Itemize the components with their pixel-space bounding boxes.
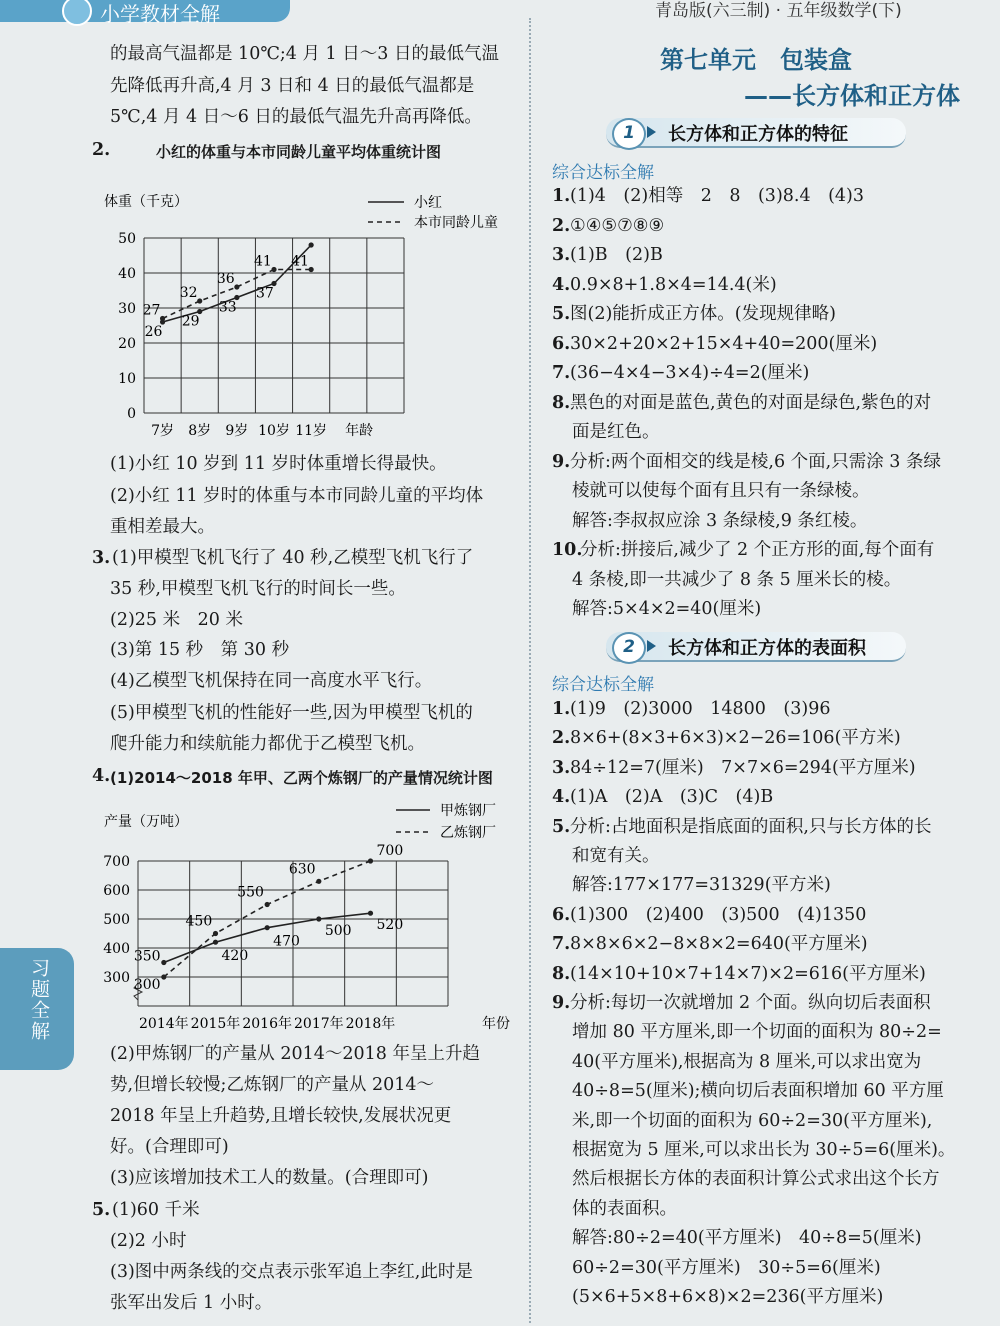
x-axis-label: 年龄 [345,423,374,439]
answer-text: 分析:占地面积是指底面的面积,只与长方体的长 [570,816,932,837]
q4-line: (3)应该增加技术工人的数量。(合理即可) [110,1168,429,1188]
data-label: 32 [179,285,198,301]
data-label: 41 [291,253,309,270]
data-label: 470 [273,933,300,950]
unit-title: 第七单元 包装盒 [660,46,852,74]
data-label: 520 [376,917,404,934]
arrow-icon [647,126,656,138]
data-point [316,879,321,884]
y-tick-label: 30 [118,301,136,317]
data-label: 450 [185,913,213,930]
x-tick-label: 8岁 [188,423,212,439]
section-number: 1 [612,118,646,150]
column-divider [529,18,531,1323]
data-point [197,298,202,303]
y-tick-label: 600 [103,883,130,899]
data-point [161,960,166,965]
y-tick-label: 500 [103,912,130,928]
answer-text: 米,即一个切面的面积为 60÷2=30(平方厘米), [572,1110,933,1131]
answer-number: 5. [552,304,571,324]
y-tick-label: 10 [118,371,136,387]
answer-number: 2. [552,728,571,749]
answer-text: (1)A (2)A (3)C (4)B [570,787,774,808]
section-title: 长方体和正方体的表面积 [668,638,866,659]
x-tick-label: 2017年 [294,1016,344,1032]
section-title: 长方体和正方体的特征 [668,124,848,145]
data-label: 26 [144,324,163,340]
answer-text: (1)300 (2)400 (3)500 (4)1350 [570,904,867,925]
answer-text: (1)9 (2)3000 14800 (3)96 [570,699,831,719]
data-point [265,902,270,907]
answer-number: 6. [552,904,571,925]
answer-text: 黑色的对面是蓝色,黄色的对面是绿色,紫色的对 [570,392,932,413]
x-tick-label: 10岁 [258,423,290,439]
answer-number: 2. [552,215,571,236]
answer-text: 30×2+20×2+15×4+40=200(厘米) [570,333,878,354]
data-label: 500 [324,923,352,939]
side-tab-label: 习题全解 [28,958,50,1042]
intro-line: 先降低再升高,4 月 3 日和 4 日的最低气温都是 [110,76,475,96]
q4-line: 势,但增长较慢;乙炼钢厂的产量从 2014～ [110,1075,435,1095]
section-number: 2 [612,632,646,664]
answer-text: 解答:80÷2=40(平方厘米) 40÷8=5(厘米) [572,1228,922,1249]
y-tick-label: 50 [118,231,136,247]
answer-number: 1. [552,186,571,206]
data-label: 420 [221,948,249,965]
x-axis-label: 年份 [482,1016,510,1032]
x-tick-label: 9岁 [225,423,249,439]
data-label: 36 [216,271,235,287]
q5-line: (3)图中两条线的交点表示张军追上李红,此时是 [110,1262,473,1282]
series-line [163,245,312,322]
q3-line: (1)甲模型飞机飞行了 40 秒,乙模型飞机飞行了 [112,548,474,568]
answer-number: 4. [552,787,571,808]
q5-line: (2)2 小时 [110,1231,187,1251]
q4-chart-title: (1)2014～2018 年甲、乙两个炼钢厂的产量情况统计图 [110,769,493,787]
q3-line: 爬升能力和续航能力都优于乙模型飞机。 [110,734,425,754]
answer-text: 分析:拼接后,减少了 2 个正方形的面,每个面有 [580,540,935,560]
x-tick-label: 2014年 [139,1016,189,1032]
answer-text: 8×6+(8×3+6×3)×2−26=106(平方米) [570,728,901,749]
answer-number: 10. [552,540,583,560]
q5-number: 5. [92,1200,111,1220]
legend-label: 甲炼钢厂 [440,803,496,819]
q3-line: 35 秒,甲模型飞机飞行的时间长一些。 [110,579,406,599]
q2-number: 2. [92,140,111,160]
answer-text: 和宽有关。 [572,846,660,866]
q3-line: (4)乙模型飞机保持在同一高度水平飞行。 [110,671,433,691]
answer-text: ①④⑤⑦⑧⑨ [570,215,665,236]
answer-text: 4 条棱,即一共减少了 8 条 5 厘米长的棱。 [572,569,902,590]
q5-line: (1)60 千米 [112,1200,200,1220]
data-point [309,267,314,272]
y-axis-label: 产量（万吨） [104,814,188,830]
answer-text: 解答:李叔叔应涂 3 条绿棱,9 条红棱。 [572,510,868,531]
q3-number: 3. [92,548,111,568]
q3-line: (2)25 米 20 米 [110,610,243,630]
y-tick-label: 40 [118,266,136,282]
answer-text: 60÷2=30(平方厘米) 30÷5=6(厘米) [572,1257,881,1278]
data-label: 700 [376,843,404,859]
answer-text: 增加 80 平方厘米,即一个切面的面积为 80÷2= [572,1022,942,1043]
y-tick-label: 20 [118,336,136,352]
data-label: 350 [133,948,161,965]
answer-text: 8×8×6×2−8×8×2=640(平方厘米) [570,934,868,955]
data-label: 37 [256,285,274,302]
data-point [160,316,165,321]
answer-number: 4. [552,274,571,295]
answer-text: 面是红色。 [572,422,660,442]
intro-line: 5℃,4 月 4 日～6 日的最低气温先升高再降低。 [110,107,482,127]
data-point [213,931,218,936]
data-point [368,911,373,916]
q2-answer: 重相差最大。 [110,517,215,537]
answer-text: 解答:177×177=31329(平方米) [572,875,831,896]
answer-text: 0.9×8+1.8×4=14.4(米) [570,274,777,295]
answer-number: 6. [552,333,571,354]
weight-chart [96,180,526,450]
answer-number: 3. [552,757,571,778]
answer-number: 9. [552,451,571,472]
answer-number: 9. [552,993,571,1013]
answer-text: 然后根据长方体的表面积计算公式求出这个长方 [572,1169,940,1190]
answer-number: 3. [552,245,571,265]
y-tick-label: 700 [103,854,130,870]
data-point [316,916,321,921]
answer-text: 40÷8=5(厘米);横向切后表面积增加 60 平方厘 [572,1081,944,1102]
data-label: 27 [142,302,161,319]
x-tick-label: 2015年 [190,1016,241,1032]
answer-text: (14×10+10×7+14×7)×2=616(平方厘米) [570,963,926,984]
data-label: 33 [218,299,237,316]
answer-text: 棱就可以使每个面有且只有一条绿棱。 [572,481,870,501]
q2-chart-title: 小红的体重与本市同龄儿童平均体重统计图 [156,143,442,161]
x-tick-label: 7岁 [151,423,175,439]
section-1-header [606,118,916,148]
data-label: 300 [133,977,161,993]
q5-line: 张军出发后 1 小时。 [110,1293,273,1313]
intro-line: 的最高气温都是 10℃;4 月 1 日～3 日的最低气温 [110,44,499,64]
q2-answer: (2)小红 11 岁时的体重与本市同龄儿童的平均体 [110,486,484,506]
data-point [234,284,239,289]
unit-subtitle: ——长方体和正方体 [744,82,960,110]
y-tick-label: 0 [127,406,136,422]
data-label: 41 [254,253,272,270]
section-2-header [606,632,916,662]
q3-line: (5)甲模型飞机的性能好一些,因为甲模型飞机的 [110,703,473,723]
answer-text: 84÷12=7(厘米) 7×7×6=294(平方厘米) [570,757,916,778]
answer-text: (5×6+5×8+6×8)×2=236(平方厘米) [572,1287,884,1307]
answer-text: 体的表面积。 [572,1198,677,1219]
subheading: 综合达标全解 [552,163,654,183]
answer-text: (1)B (2)B [570,245,663,265]
steel-chart [96,796,526,1036]
q4-line: 2018 年呈上升趋势,且增长较快,发展状况更 [110,1106,452,1126]
q4-number: 4. [92,766,111,786]
q4-line: 好。(合理即可) [110,1137,229,1157]
data-point [368,858,373,863]
q4-line: (2)甲炼钢厂的产量从 2014～2018 年呈上升趋 [110,1044,480,1064]
side-tab [0,948,74,1070]
mascot-icon [62,0,92,26]
answer-number: 5. [552,816,571,837]
data-point [271,267,276,272]
y-axis-label: 体重（千克） [104,194,188,210]
header-brand: 小学教材全解 [100,2,220,26]
answer-number: 8. [552,963,571,984]
answer-text: 根据宽为 5 厘米,可以求出长为 30÷5=6(厘米)。 [572,1140,956,1160]
data-point [265,925,270,930]
data-point [213,940,218,945]
answer-text: 解答:5×4×2=40(厘米) [572,599,762,619]
answer-number: 8. [552,392,571,413]
header-edition: 青岛版(六三制) · 五年级数学(下) [655,1,902,21]
q3-line: (3)第 15 秒 第 30 秒 [110,640,290,660]
answer-text: 40(平方厘米),根据高为 8 厘米,可以求出宽为 [572,1051,922,1072]
legend-label: 小红 [414,195,442,211]
data-label: 550 [237,884,264,901]
x-tick-label: 2016年 [242,1016,292,1032]
subheading: 综合达标全解 [552,675,654,695]
data-point [309,242,314,247]
arrow-icon [647,640,656,652]
x-tick-label: 2018年 [345,1016,396,1032]
answer-number: 7. [552,934,571,955]
answer-text: 分析:两个面相交的线是棱,6 个面,只需涂 3 条绿 [570,451,941,472]
y-tick-label: 300 [103,970,130,986]
answer-text: (36−4×4−3×4)÷4=2(厘米) [570,363,810,383]
x-tick-label: 11岁 [295,423,328,439]
answer-text: 分析:每切一次就增加 2 个面。纵向切后表面积 [570,993,931,1013]
answer-text: (1)4 (2)相等 2 8 (3)8.4 (4)3 [570,186,865,206]
answer-text: 图(2)能折成正方体。(发现规律略) [570,304,836,324]
legend-label: 乙炼钢厂 [440,825,496,841]
legend-label: 本市同龄儿童 [414,215,498,231]
data-label: 29 [181,313,200,330]
y-tick-label: 400 [103,941,130,957]
data-point [161,974,166,979]
answer-number: 7. [552,363,571,383]
answer-number: 1. [552,699,571,719]
data-label: 630 [288,861,316,878]
q2-answer: (1)小红 10 岁到 11 岁时体重增长得最快。 [110,454,447,474]
